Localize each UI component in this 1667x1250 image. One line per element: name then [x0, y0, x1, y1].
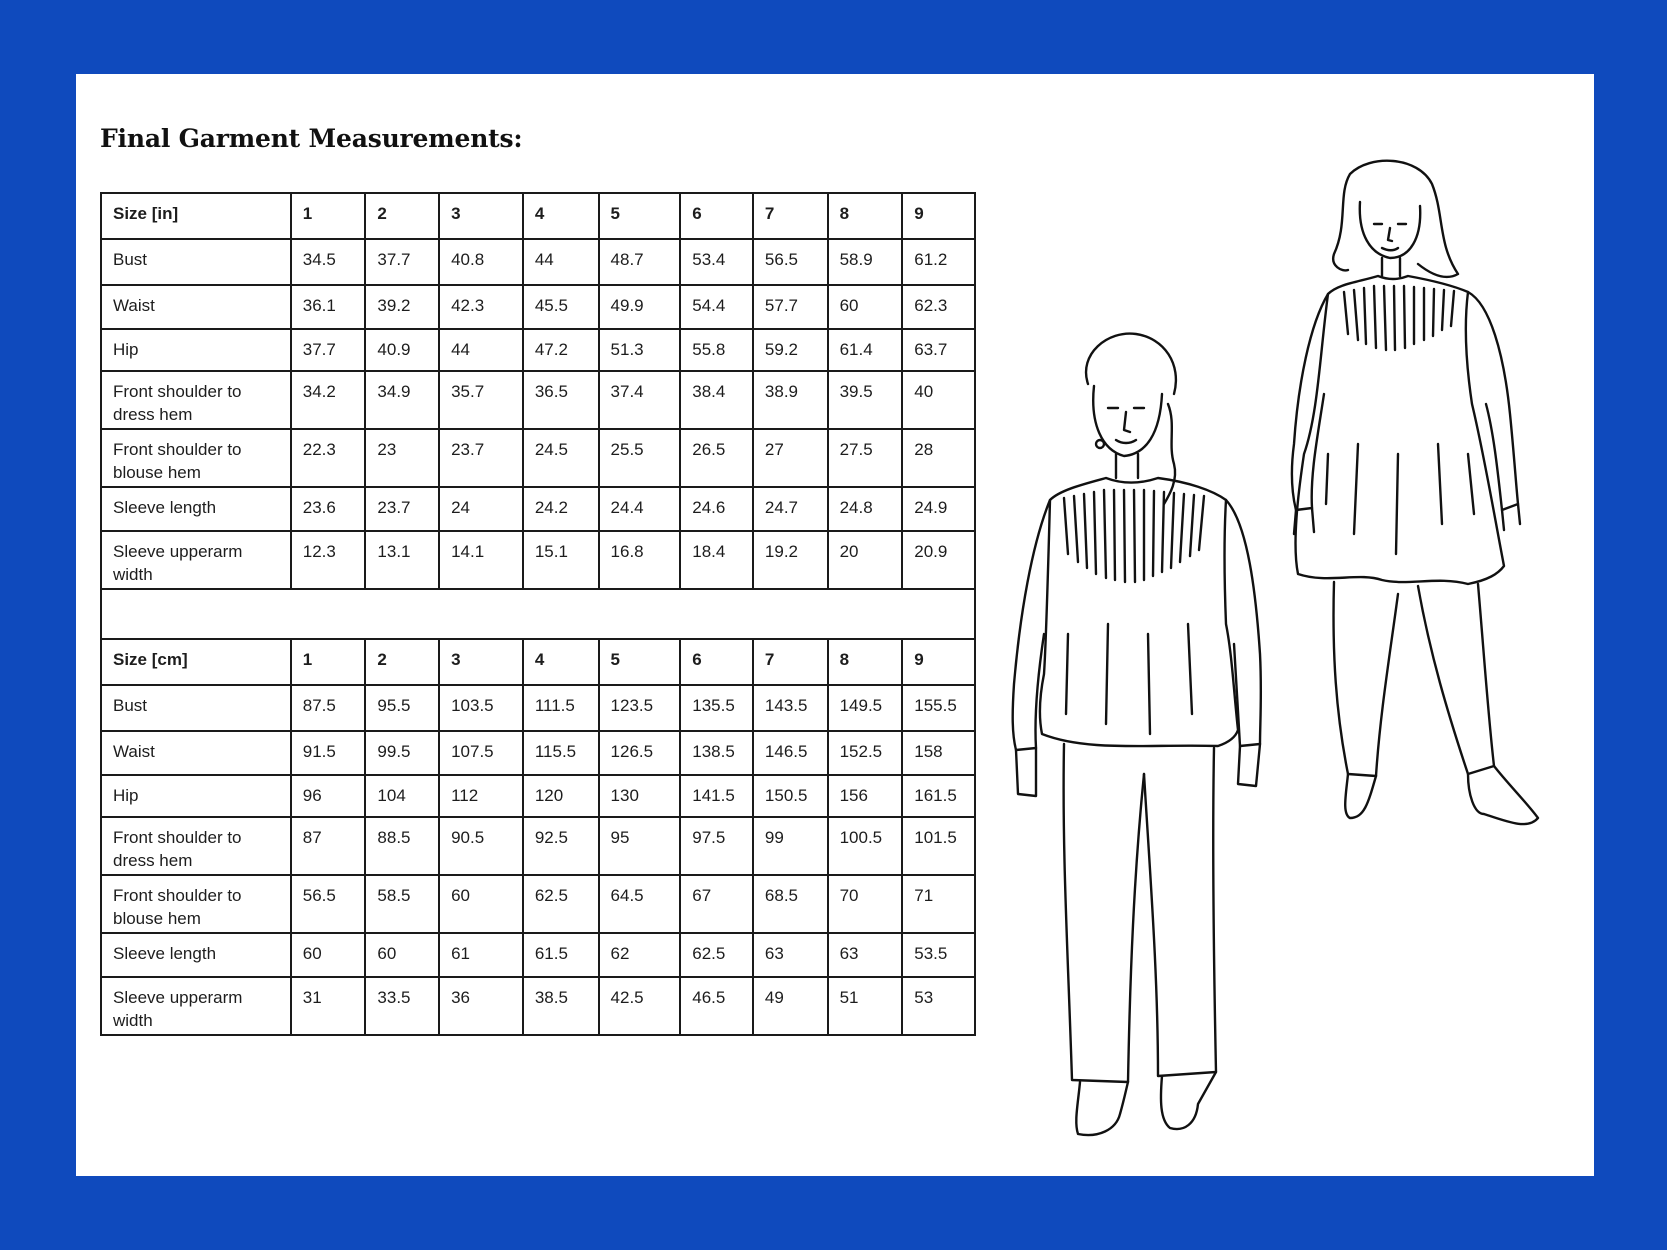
cell-size-9: 24.9: [902, 487, 975, 531]
cell-size-2: 23: [365, 429, 439, 487]
cell-size-5: 51.3: [599, 329, 681, 371]
header-cell-size-9: 9: [902, 639, 975, 685]
cell-size-8: 149.5: [828, 685, 903, 731]
cell-label: Hip: [101, 775, 291, 817]
cell-size-9: 20.9: [902, 531, 975, 589]
cell-size-7: 38.9: [753, 371, 828, 429]
cell-size-1: 36.1: [291, 285, 366, 329]
table-row: [101, 817, 975, 875]
cell-size-4: 62.5: [523, 875, 599, 933]
header-cell-size-1: 1: [291, 639, 366, 685]
cell-label: Sleeve upperarm width: [101, 977, 291, 1035]
cell-size-9: 101.5: [902, 817, 975, 875]
cell-size-5: 42.5: [599, 977, 681, 1035]
cell-size-4: 24.5: [523, 429, 599, 487]
cell-size-2: 23.7: [365, 487, 439, 531]
cell-size-9: 61.2: [902, 239, 975, 285]
header-cell-size-4: 4: [523, 639, 599, 685]
cell-size-1: 31: [291, 977, 366, 1035]
cell-size-2: 34.9: [365, 371, 439, 429]
cell-label: Front shoulder to blouse hem: [101, 429, 291, 487]
cell-size-2: 58.5: [365, 875, 439, 933]
header-cell-label: Size [in]: [101, 193, 291, 239]
cell-size-5: 37.4: [599, 371, 681, 429]
cell-size-2: 60: [365, 933, 439, 977]
cell-size-4: 36.5: [523, 371, 599, 429]
cell-size-1: 34.2: [291, 371, 366, 429]
cell-size-1: 60: [291, 933, 366, 977]
cell-size-6: 62.5: [680, 933, 753, 977]
cell-size-5: 130: [599, 775, 681, 817]
cell-size-5: 24.4: [599, 487, 681, 531]
cell-size-2: 88.5: [365, 817, 439, 875]
cell-size-2: 104: [365, 775, 439, 817]
cell-size-1: 23.6: [291, 487, 366, 531]
header-cell-size-4: 4: [523, 193, 599, 239]
cell-label: Bust: [101, 685, 291, 731]
header-cell-size-6: 6: [680, 193, 753, 239]
cell-size-2: 40.9: [365, 329, 439, 371]
cell-size-5: 64.5: [599, 875, 681, 933]
cell-size-3: 60: [439, 875, 523, 933]
document-page: [76, 74, 1594, 1176]
table-separator-row: [101, 589, 975, 639]
cell-label: Hip: [101, 329, 291, 371]
table-header-cm: [101, 639, 975, 685]
header-cell-size-7: 7: [753, 639, 828, 685]
cell-size-5: 123.5: [599, 685, 681, 731]
cell-size-6: 141.5: [680, 775, 753, 817]
cell-size-8: 156: [828, 775, 903, 817]
cell-size-6: 26.5: [680, 429, 753, 487]
cell-size-4: 61.5: [523, 933, 599, 977]
cell-size-5: 49.9: [599, 285, 681, 329]
cell-size-6: 135.5: [680, 685, 753, 731]
cell-size-3: 24: [439, 487, 523, 531]
figure-dress: [1292, 161, 1538, 824]
table-row: [101, 239, 975, 285]
cell-size-6: 55.8: [680, 329, 753, 371]
cell-size-9: 28: [902, 429, 975, 487]
cell-label: Bust: [101, 239, 291, 285]
table-row: [101, 977, 975, 1035]
cell-size-9: 62.3: [902, 285, 975, 329]
cell-size-3: 107.5: [439, 731, 523, 775]
header-cell-size-5: 5: [599, 639, 681, 685]
table-row: [101, 933, 975, 977]
header-cell-size-8: 8: [828, 639, 903, 685]
cell-size-7: 59.2: [753, 329, 828, 371]
cell-size-8: 20: [828, 531, 903, 589]
cell-size-9: 155.5: [902, 685, 975, 731]
cell-size-2: 39.2: [365, 285, 439, 329]
header-cell-size-5: 5: [599, 193, 681, 239]
cell-size-3: 112: [439, 775, 523, 817]
cell-size-8: 70: [828, 875, 903, 933]
cell-size-2: 33.5: [365, 977, 439, 1035]
cell-size-1: 91.5: [291, 731, 366, 775]
cell-size-7: 57.7: [753, 285, 828, 329]
cell-size-9: 40: [902, 371, 975, 429]
figure-blouse: [1013, 334, 1261, 1135]
cell-size-6: 54.4: [680, 285, 753, 329]
cell-size-9: 71: [902, 875, 975, 933]
cell-size-8: 51: [828, 977, 903, 1035]
header-cell-size-9: 9: [902, 193, 975, 239]
cell-size-7: 19.2: [753, 531, 828, 589]
table-row: [101, 685, 975, 731]
cell-size-2: 99.5: [365, 731, 439, 775]
cell-size-8: 58.9: [828, 239, 903, 285]
cell-size-3: 14.1: [439, 531, 523, 589]
cell-size-5: 16.8: [599, 531, 681, 589]
cell-size-3: 44: [439, 329, 523, 371]
cell-size-6: 24.6: [680, 487, 753, 531]
separator-cell: [101, 589, 975, 639]
page-title: Final Garment Measurements:: [100, 124, 523, 153]
cell-size-8: 24.8: [828, 487, 903, 531]
cell-label: Waist: [101, 731, 291, 775]
cell-size-6: 138.5: [680, 731, 753, 775]
garment-illustration: [998, 154, 1570, 1154]
cell-size-6: 67: [680, 875, 753, 933]
cell-size-5: 62: [599, 933, 681, 977]
cell-size-7: 27: [753, 429, 828, 487]
cell-size-8: 63: [828, 933, 903, 977]
cell-size-5: 48.7: [599, 239, 681, 285]
cell-size-7: 63: [753, 933, 828, 977]
cell-size-4: 47.2: [523, 329, 599, 371]
measurement-table: [100, 192, 976, 1036]
header-cell-label: Size [cm]: [101, 639, 291, 685]
cell-size-7: 24.7: [753, 487, 828, 531]
cell-size-6: 38.4: [680, 371, 753, 429]
cell-size-7: 146.5: [753, 731, 828, 775]
cell-size-4: 115.5: [523, 731, 599, 775]
header-cell-size-3: 3: [439, 193, 523, 239]
cell-size-4: 92.5: [523, 817, 599, 875]
table-row: [101, 429, 975, 487]
cell-size-7: 56.5: [753, 239, 828, 285]
header-cell-size-2: 2: [365, 193, 439, 239]
cell-label: Waist: [101, 285, 291, 329]
cell-size-7: 49: [753, 977, 828, 1035]
cell-size-4: 120: [523, 775, 599, 817]
cell-size-4: 38.5: [523, 977, 599, 1035]
table-header-in: [101, 193, 975, 239]
cell-size-3: 23.7: [439, 429, 523, 487]
cell-size-4: 111.5: [523, 685, 599, 731]
cell-size-3: 42.3: [439, 285, 523, 329]
cell-size-1: 96: [291, 775, 366, 817]
header-cell-size-2: 2: [365, 639, 439, 685]
cell-size-4: 44: [523, 239, 599, 285]
cell-size-1: 37.7: [291, 329, 366, 371]
cell-size-3: 35.7: [439, 371, 523, 429]
table-row: [101, 487, 975, 531]
cell-size-7: 143.5: [753, 685, 828, 731]
header-cell-size-1: 1: [291, 193, 366, 239]
cell-size-3: 36: [439, 977, 523, 1035]
cell-label: Front shoulder to dress hem: [101, 817, 291, 875]
cell-label: Sleeve length: [101, 933, 291, 977]
cell-label: Sleeve upperarm width: [101, 531, 291, 589]
cell-size-3: 103.5: [439, 685, 523, 731]
cell-size-8: 61.4: [828, 329, 903, 371]
cell-size-4: 24.2: [523, 487, 599, 531]
cell-size-9: 63.7: [902, 329, 975, 371]
table-row: [101, 731, 975, 775]
cell-size-3: 61: [439, 933, 523, 977]
cell-size-4: 15.1: [523, 531, 599, 589]
cell-size-8: 27.5: [828, 429, 903, 487]
cell-size-1: 22.3: [291, 429, 366, 487]
table-row: [101, 329, 975, 371]
table-row: [101, 531, 975, 589]
cell-label: Sleeve length: [101, 487, 291, 531]
cell-size-5: 25.5: [599, 429, 681, 487]
header-cell-size-8: 8: [828, 193, 903, 239]
cell-size-8: 152.5: [828, 731, 903, 775]
table-row: [101, 371, 975, 429]
cell-size-8: 39.5: [828, 371, 903, 429]
cell-size-9: 161.5: [902, 775, 975, 817]
cell-size-6: 18.4: [680, 531, 753, 589]
cell-size-1: 87.5: [291, 685, 366, 731]
cell-size-6: 53.4: [680, 239, 753, 285]
table-row: [101, 775, 975, 817]
cell-size-3: 90.5: [439, 817, 523, 875]
header-cell-size-3: 3: [439, 639, 523, 685]
cell-size-2: 13.1: [365, 531, 439, 589]
cell-size-1: 56.5: [291, 875, 366, 933]
header-cell-size-6: 6: [680, 639, 753, 685]
cell-size-8: 60: [828, 285, 903, 329]
cell-size-1: 12.3: [291, 531, 366, 589]
cell-size-4: 45.5: [523, 285, 599, 329]
header-cell-size-7: 7: [753, 193, 828, 239]
cell-size-1: 34.5: [291, 239, 366, 285]
cell-size-2: 95.5: [365, 685, 439, 731]
cell-size-2: 37.7: [365, 239, 439, 285]
cell-size-7: 150.5: [753, 775, 828, 817]
cell-size-1: 87: [291, 817, 366, 875]
cell-size-6: 46.5: [680, 977, 753, 1035]
table-row: [101, 875, 975, 933]
cell-size-3: 40.8: [439, 239, 523, 285]
cell-label: Front shoulder to blouse hem: [101, 875, 291, 933]
cell-size-8: 100.5: [828, 817, 903, 875]
cell-size-7: 68.5: [753, 875, 828, 933]
cell-label: Front shoulder to dress hem: [101, 371, 291, 429]
cell-size-6: 97.5: [680, 817, 753, 875]
cell-size-5: 95: [599, 817, 681, 875]
table-row: [101, 285, 975, 329]
cell-size-9: 158: [902, 731, 975, 775]
cell-size-9: 53: [902, 977, 975, 1035]
cell-size-5: 126.5: [599, 731, 681, 775]
cell-size-7: 99: [753, 817, 828, 875]
cell-size-9: 53.5: [902, 933, 975, 977]
